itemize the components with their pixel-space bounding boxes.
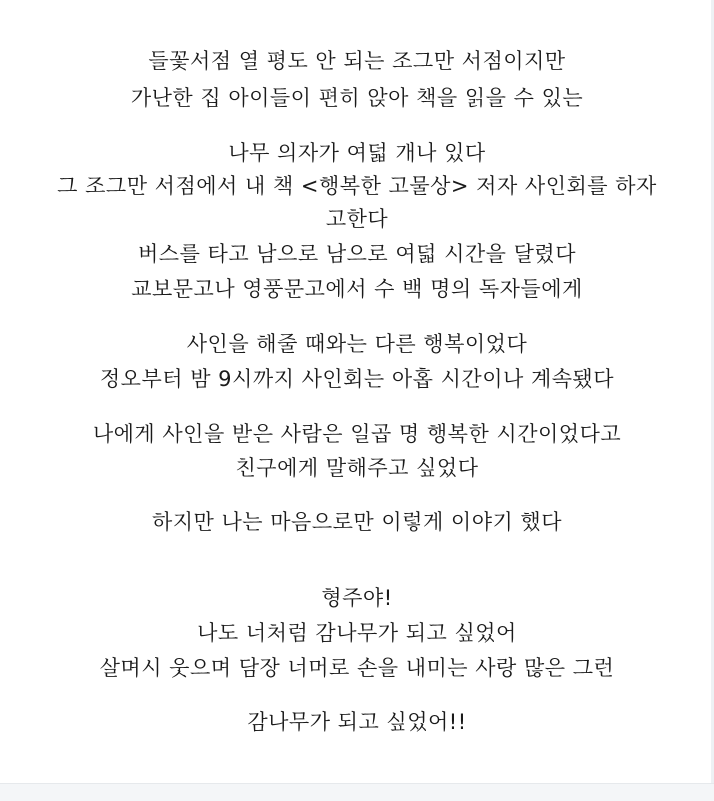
poem-line: 나도 너처럼 감나무가 되고 싶었어 bbox=[197, 621, 517, 645]
poem-line: 그 조그만 서점에서 내 책 <행복한 고물상> 저자 사인회를 하자 bbox=[57, 174, 657, 198]
poem-line: 형주야! bbox=[321, 586, 393, 610]
poem-line: 나무 의자가 여덟 개나 있다 bbox=[228, 141, 486, 165]
poem-line: 가난한 집 아이들이 편히 앉아 책을 읽을 수 있는 bbox=[130, 86, 584, 110]
poem-line: 버스를 타고 남으로 남으로 여덟 시간을 달렸다 bbox=[138, 242, 576, 266]
poem-line: 들꽃서점 열 평도 안 되는 조그만 서점이지만 bbox=[148, 49, 566, 73]
poem-line: 교보문고나 영풍문고에서 수 백 명의 독자들에게 bbox=[131, 277, 583, 301]
poem-line: 살며시 웃으며 담장 너머로 손을 내미는 사랑 많은 그런 bbox=[99, 656, 615, 680]
poem-line: 고한다 bbox=[325, 207, 389, 231]
poem-line: 하지만 나는 마음으로만 이렇게 이야기 했다 bbox=[151, 510, 563, 534]
poem-line: 친구에게 말해주고 싶었다 bbox=[235, 456, 479, 480]
poem-line: 사인을 해줄 때와는 다른 행복이었다 bbox=[186, 332, 528, 356]
page-edge-bottom bbox=[0, 783, 714, 801]
poem-line: 나에게 사인을 받은 사람은 일곱 명 행복한 시간이었다고 bbox=[92, 422, 622, 446]
poem-line: 감나무가 되고 싶었어!! bbox=[247, 710, 467, 734]
poem-line: 정오부터 밤 9시까지 사인회는 아홉 시간이나 계속됐다 bbox=[99, 367, 615, 391]
